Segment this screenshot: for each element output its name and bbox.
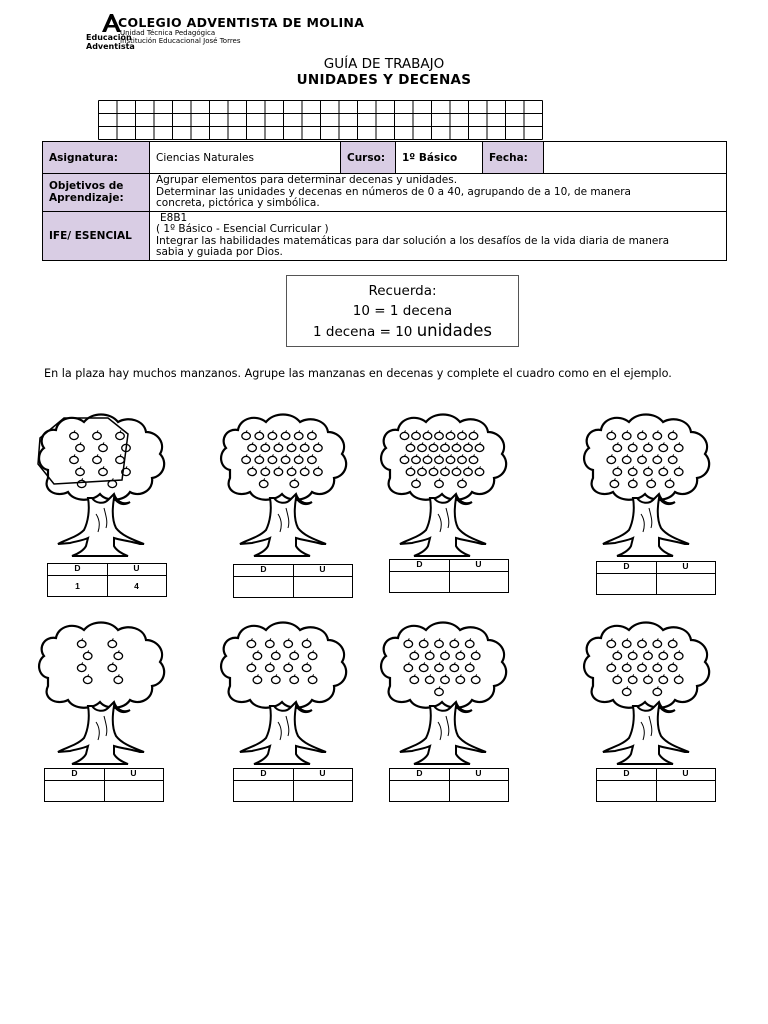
apple-tree-6[interactable] [212,618,352,773]
title-line1: GUÍA DE TRABAJO [323,56,445,72]
decenas-value[interactable]: 1 [75,581,80,591]
du-table-4[interactable] [596,561,716,595]
objetivos-line1: Agrupar elementos para determinar decenas y unidades. [156,174,458,186]
apple-tree-icon [372,618,512,773]
instruction-text: En la plaza hay muchos manzanos. Agrupe las manzanas en decenas y complete el cuadro como en el ejemplo. [44,367,672,380]
decenas-header: D [623,768,630,778]
page-title [0,56,768,88]
unidades-value[interactable]: 4 [134,581,139,591]
unit-line-1: Unidad Técnica Pedagógica [120,29,216,37]
logo-text-line1: Educación [86,33,132,42]
apple-tree-8[interactable] [575,618,715,773]
reminder-line2-prefix: 1 decena = 10 [313,324,413,340]
apple-tree-3[interactable] [372,410,512,565]
reminder-line2-suffix: unidades [416,321,492,340]
apple-tree-7[interactable] [372,618,512,773]
decenas-header: D [260,564,267,574]
reminder-box [286,275,519,347]
du-values[interactable] [390,782,508,802]
fecha-label: Fecha: [483,142,544,174]
decenas-header: D [623,561,630,571]
reminder-line2 [287,321,518,342]
unidades-header: U [475,559,482,569]
du-values[interactable] [234,578,352,598]
du-values[interactable] [234,782,352,802]
ife-line2: ( 1º Básico - Esencial Curricular ) [156,223,329,235]
du-values[interactable] [390,573,508,593]
reminder-line1: 10 = 1 decena [352,303,453,319]
apple-tree-2[interactable] [212,410,352,565]
objetivos-label-line2: Aprendizaje: [49,192,124,205]
ife-line4: sabia y guiada por Dios. [156,246,283,258]
apple-tree-1[interactable] [30,410,170,565]
unidades-header: U [475,768,482,778]
objetivos-value [150,174,727,212]
logo-text [86,33,135,51]
logo-text-line2: Adventista [86,42,135,51]
du-table-8[interactable] [596,768,716,802]
reminder-heading: Recuerda: [368,283,437,299]
unidades-header: U [319,564,326,574]
unit-line-2: Institución Educacional José Torres [120,37,241,45]
name-letter-grid[interactable] [98,100,543,140]
unidades-header: U [130,768,137,778]
asignatura-label: Asignatura: [43,142,150,174]
unidades-header: U [682,768,689,778]
ife-line1: E8B1 [160,211,188,224]
unidades-header: U [133,563,140,573]
title-line2: UNIDADES Y DECENAS [296,72,472,88]
ife-line3: Integrar las habilidades matemáticas para dar solución a los desafíos de la vida diaria de manera [156,234,670,247]
du-values[interactable] [45,782,163,802]
apple-tree-icon [30,410,170,565]
objetivos-label [43,174,150,212]
apple-tree-icon [575,618,715,773]
decenas-header: D [74,563,81,573]
apple-tree-icon [575,410,715,565]
unidades-header: U [682,561,689,571]
apple-tree-icon [372,410,512,565]
apple-tree-icon [212,410,352,565]
du-table-7[interactable] [389,768,509,802]
du-values[interactable] [597,575,715,595]
du-values[interactable] [48,577,166,597]
du-table-1[interactable] [47,563,167,597]
apple-tree-icon [30,618,170,773]
apple-tree-4[interactable] [575,410,715,565]
du-table-2[interactable] [233,564,353,598]
info-table [42,141,727,261]
decenas-header: D [260,768,267,778]
decenas-header: D [416,559,423,569]
objetivos-label-line1: Objetivos de [49,180,124,193]
du-table-3[interactable] [389,559,509,593]
asignatura-value[interactable]: Ciencias Naturales [150,142,341,174]
unidades-header: U [319,768,326,778]
school-name: COLEGIO ADVENTISTA DE MOLINA [118,15,365,30]
decenas-header: D [71,768,78,778]
ife-value [150,211,727,260]
du-table-6[interactable] [233,768,353,802]
apple-tree-icon [212,618,352,773]
curso-label: Curso: [341,142,396,174]
curso-value[interactable]: 1º Básico [396,142,483,174]
du-table-5[interactable] [44,768,164,802]
apple-tree-5[interactable] [30,618,170,773]
du-values[interactable] [597,782,715,802]
objetivos-line2: Determinar las unidades y decenas en números de 0 a 40, agrupando de a 10, de manera [156,185,631,198]
fecha-value[interactable] [544,142,727,174]
decenas-header: D [416,768,423,778]
ife-label: IFE/ ESENCIAL [43,211,150,260]
objetivos-line3: concreta, pictórica y simbólica. [156,197,320,209]
